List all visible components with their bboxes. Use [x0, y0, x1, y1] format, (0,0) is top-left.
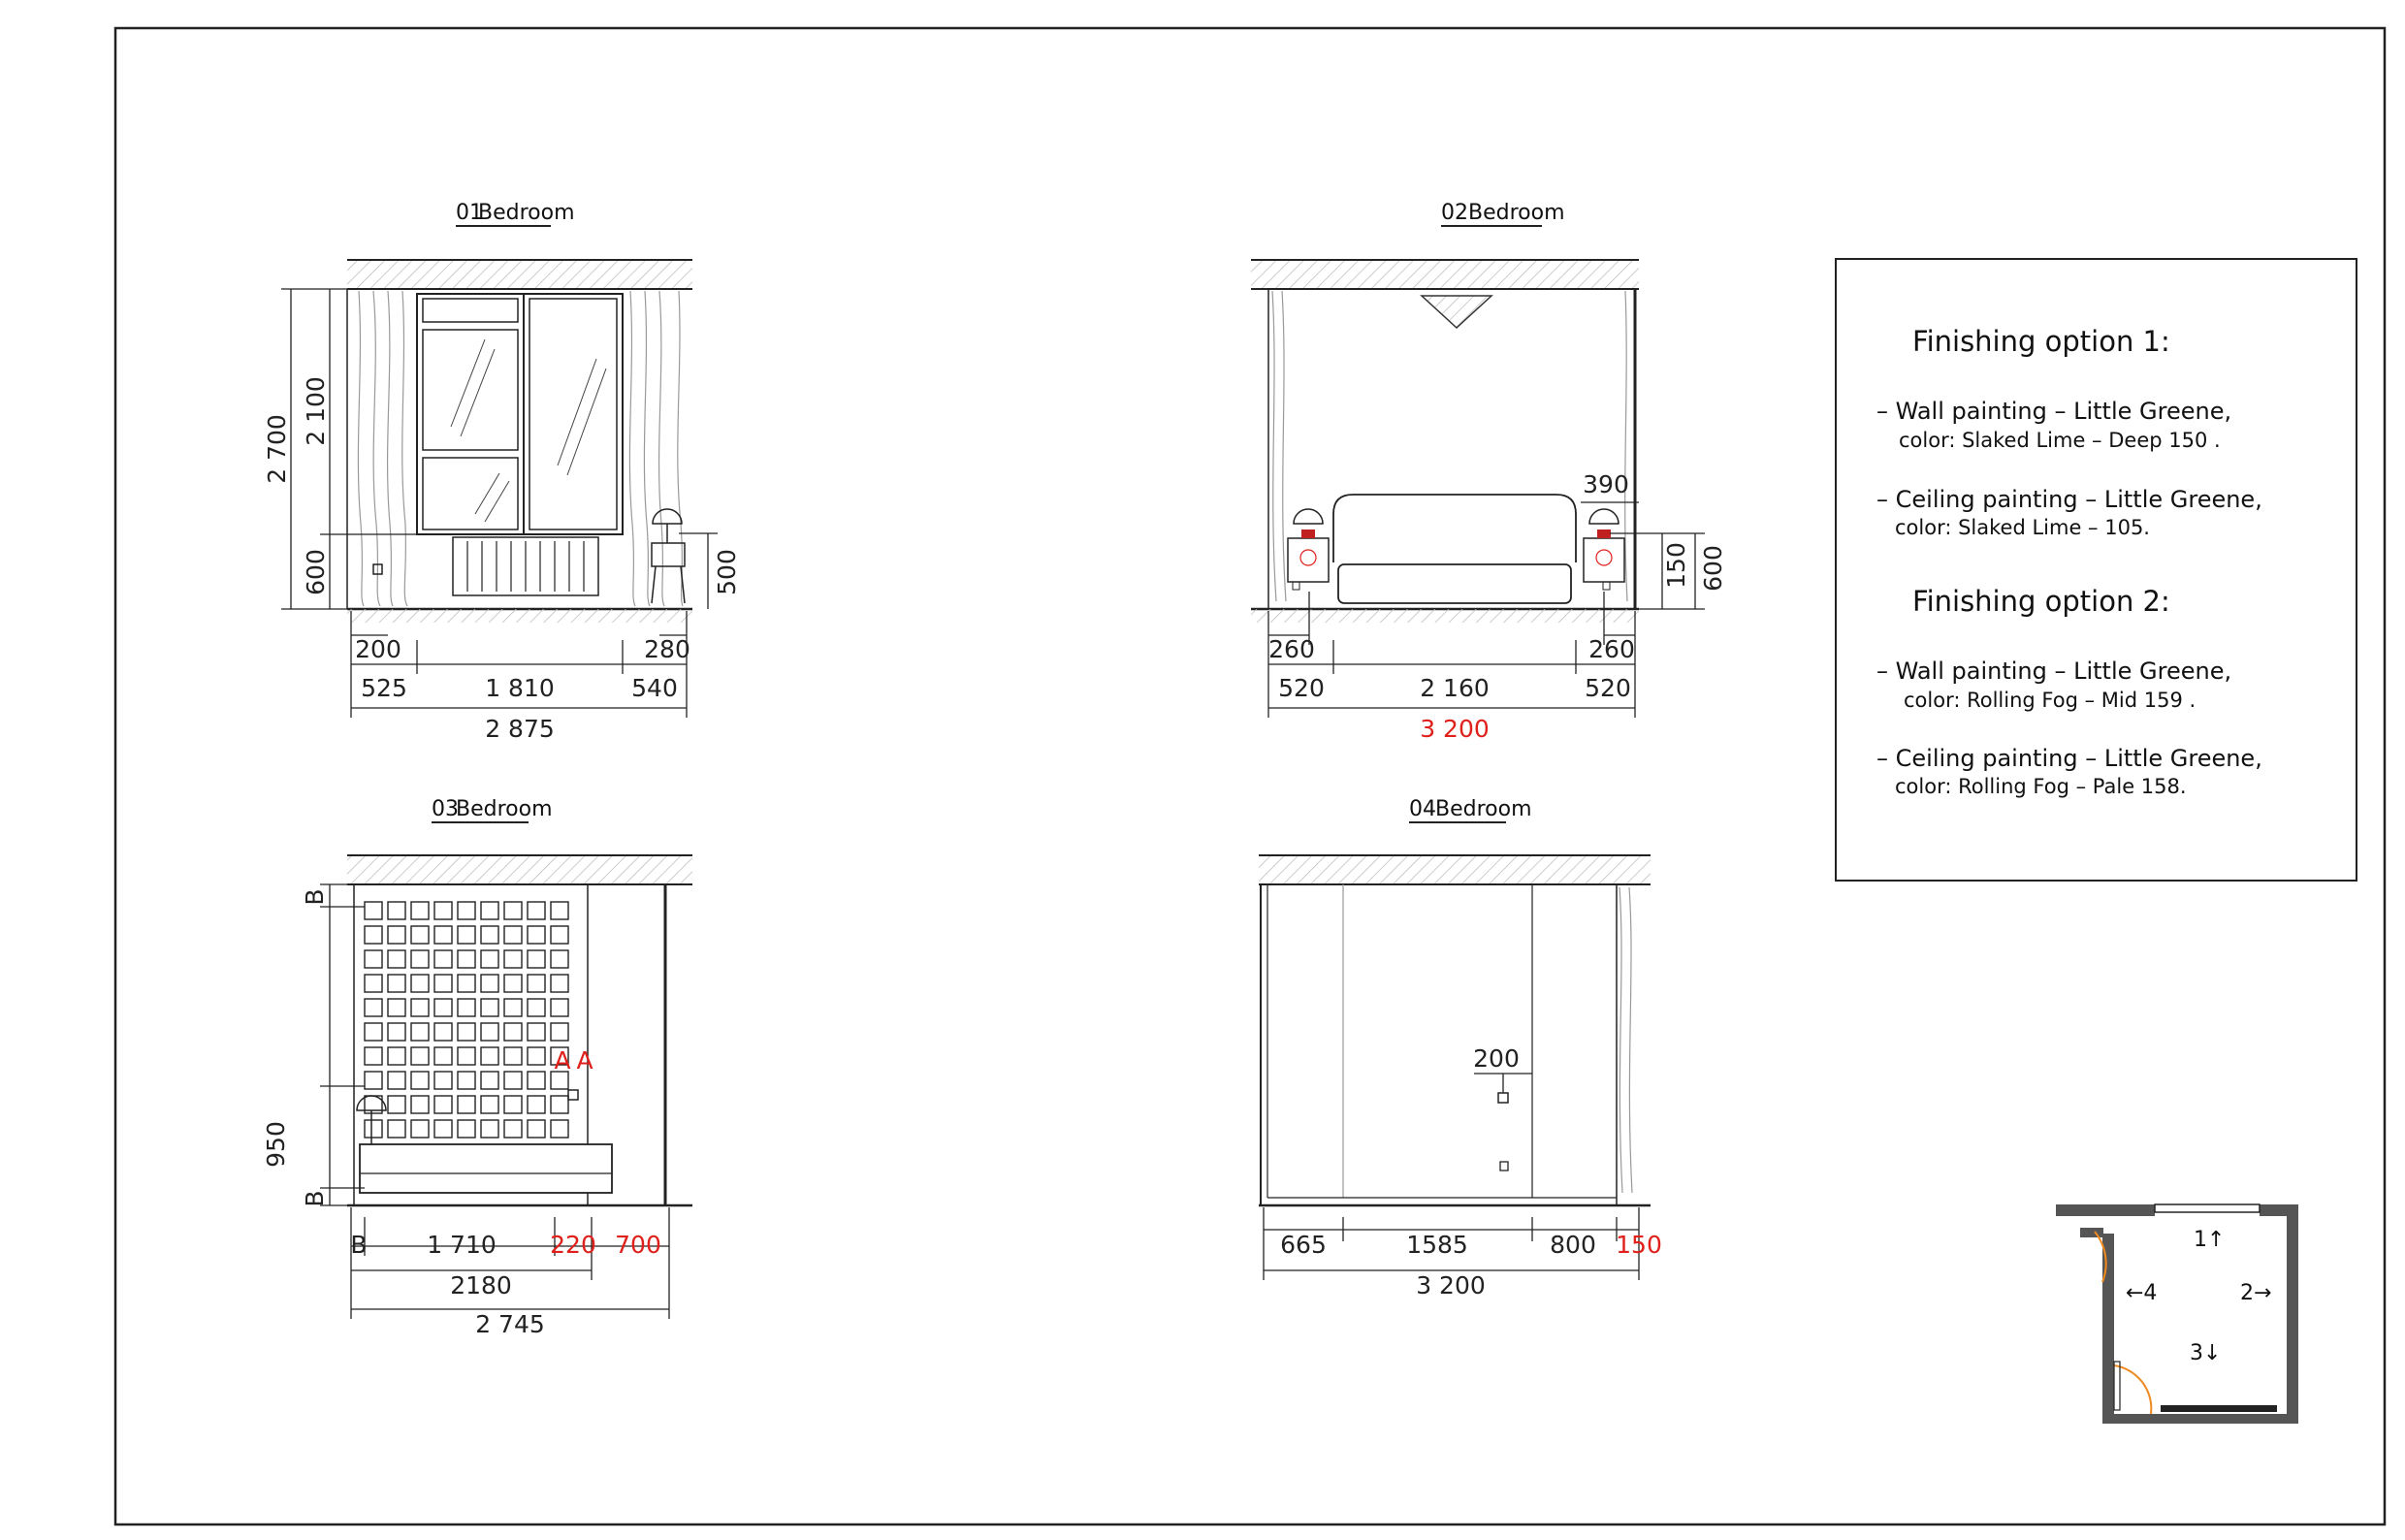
dim-side-height: 600	[1699, 545, 1727, 592]
dim-side-top: 390	[1583, 470, 1629, 498]
finishing-notes	[1836, 259, 2357, 881]
switch-mark-a1: A	[554, 1046, 571, 1075]
dim-mark-mid: B	[301, 1190, 329, 1207]
dim-sub-total: 2180	[450, 1271, 512, 1299]
dim-height: 950	[262, 1121, 290, 1168]
headboard-panel-grid	[365, 902, 571, 1138]
key-plan	[2056, 1204, 2298, 1424]
dim-seg-red1: 220	[550, 1231, 596, 1259]
dim-seg-mid: 1 810	[485, 674, 555, 702]
elevation-02-title: Bedroom	[1468, 201, 1565, 225]
option2-ceiling-line1: – Ceiling painting – Little Greene,	[1876, 745, 2262, 772]
dim-offset-left: 260	[1268, 635, 1315, 663]
elevation-04	[1259, 797, 1662, 1299]
dim-seg-3: 800	[1550, 1231, 1596, 1259]
dim-seg-1: 665	[1280, 1231, 1327, 1259]
key-plan-view4: ←4	[2126, 1281, 2158, 1305]
dim-seg-left: 520	[1278, 674, 1325, 702]
dim-total: 2 875	[485, 715, 555, 743]
option1-wall-line2: color: Slaked Lime – Deep 150 .	[1899, 429, 2221, 452]
option2-heading: Finishing option 2:	[1912, 585, 2170, 618]
elevation-02	[1251, 201, 1727, 743]
dim-seg-4: 150	[1616, 1231, 1662, 1259]
elevation-03	[262, 797, 692, 1338]
dim-mark-top: B	[301, 888, 329, 906]
elevation-02-number: 02	[1441, 201, 1468, 225]
dim-seg-left: 525	[361, 674, 407, 702]
dim-seg-right: 540	[631, 674, 678, 702]
option1-wall-line1: – Wall painting – Little Greene,	[1876, 398, 2232, 425]
dim-lamp-offset: 280	[644, 635, 690, 663]
dim-switch-height: 200	[1473, 1044, 1520, 1073]
elevation-04-number: 04	[1409, 797, 1436, 821]
dim-mark-bottom: B	[350, 1231, 368, 1259]
dim-total: 2 745	[475, 1310, 545, 1338]
dim-seg-mid: 2 160	[1420, 674, 1490, 702]
option1-ceiling-line2: color: Slaked Lime – 105.	[1895, 516, 2150, 539]
dim-seg-red2: 700	[615, 1231, 661, 1259]
dim-seg-right: 520	[1585, 674, 1631, 702]
dim-socket-offset: 200	[355, 635, 401, 663]
elevation-01	[263, 201, 741, 743]
elevation-03-title: Bedroom	[456, 797, 553, 821]
elevation-04-title: Bedroom	[1435, 797, 1532, 821]
elevation-01-title: Bedroom	[478, 201, 575, 225]
dim-height-total: 2 700	[263, 414, 291, 484]
dim-seg-mid: 1 710	[427, 1231, 497, 1259]
elevation-01-number: 01	[456, 201, 483, 225]
dim-total: 3 200	[1420, 715, 1490, 743]
key-plan-view3: 3↓	[2190, 1341, 2222, 1365]
dim-seg-2: 1585	[1406, 1231, 1468, 1259]
option1-ceiling-line1: – Ceiling painting – Little Greene,	[1876, 486, 2262, 513]
dim-height-side: 500	[713, 549, 741, 595]
option2-wall-line2: color: Rolling Fog – Mid 159 .	[1904, 689, 2197, 712]
dim-total: 3 200	[1416, 1271, 1486, 1299]
dim-offset-right: 260	[1588, 635, 1635, 663]
dim-height-sill: 600	[302, 549, 330, 595]
key-plan-view1: 1↑	[2194, 1228, 2226, 1252]
key-plan-view2: 2→	[2240, 1281, 2272, 1305]
dim-side-small: 150	[1662, 542, 1690, 589]
option2-wall-line1: – Wall painting – Little Greene,	[1876, 658, 2232, 685]
option1-heading: Finishing option 1:	[1912, 325, 2170, 358]
dim-height-window: 2 100	[302, 376, 330, 446]
switch-mark-a2: A	[576, 1046, 593, 1075]
option2-ceiling-line2: color: Rolling Fog – Pale 158.	[1895, 775, 2187, 798]
elevation-03-number: 03	[432, 797, 459, 821]
